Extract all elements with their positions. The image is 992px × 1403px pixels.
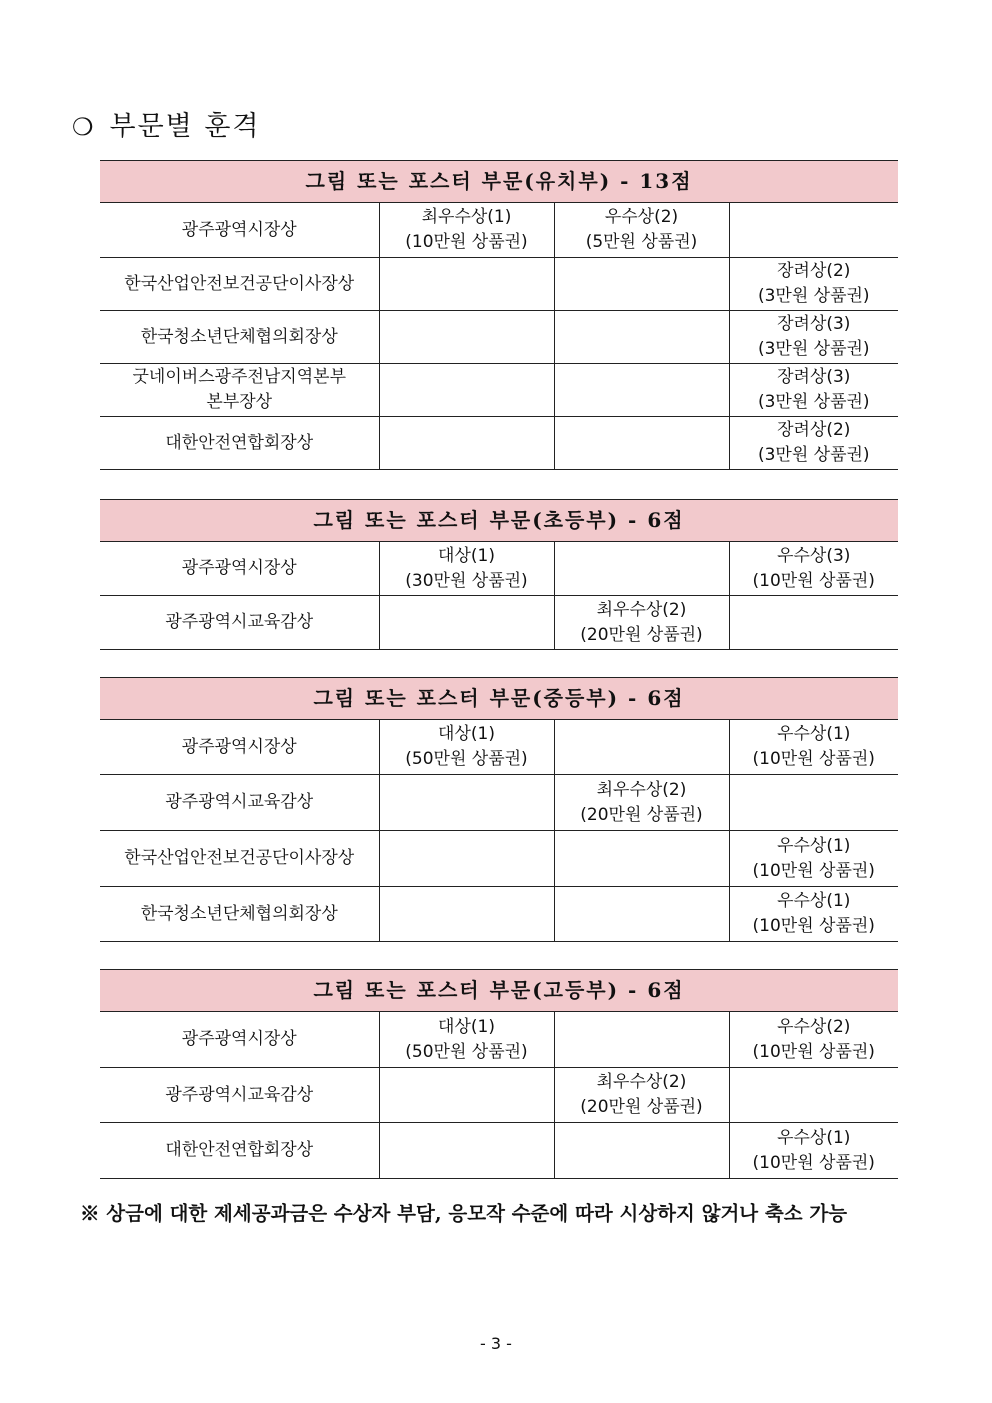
award-organization-cell bbox=[100, 1012, 379, 1068]
award-prize-cell bbox=[554, 364, 729, 417]
award-prize-cell bbox=[554, 311, 729, 364]
award-table bbox=[100, 160, 898, 470]
award-table bbox=[100, 677, 898, 942]
prize-text: 대상(1) bbox=[438, 1016, 495, 1037]
table-row bbox=[100, 887, 898, 942]
organization-name: 광주광역시장상 bbox=[181, 219, 297, 240]
table-row bbox=[100, 596, 898, 650]
award-prize-cell bbox=[554, 720, 729, 775]
prize-text: 우수상(1) bbox=[777, 835, 851, 856]
prize-text: 장려상(3) bbox=[777, 314, 851, 334]
award-prize-cell bbox=[379, 720, 554, 775]
award-prize-cell bbox=[379, 417, 554, 470]
award-organization-cell bbox=[100, 417, 379, 470]
award-prize-cell bbox=[729, 720, 898, 775]
table-title: 그림 또는 포스터 부문(중등부) - 6점 bbox=[100, 678, 898, 720]
prize-text: (20만원 상품권) bbox=[580, 624, 703, 645]
award-prize-cell bbox=[554, 1012, 729, 1068]
award-organization-cell bbox=[100, 831, 379, 887]
table-title: 그림 또는 포스터 부문(유치부) - 13점 bbox=[100, 161, 898, 203]
page-number: - 3 - bbox=[480, 1334, 512, 1353]
prize-text: 최우수상(2) bbox=[596, 779, 687, 800]
award-prize-cell bbox=[554, 775, 729, 831]
prize-text: (30만원 상품권) bbox=[405, 570, 528, 591]
award-prize-cell bbox=[729, 1068, 898, 1123]
award-prize-cell bbox=[729, 887, 898, 942]
section-title: 부문별 훈격 bbox=[109, 111, 261, 142]
award-prize-cell bbox=[554, 1123, 729, 1179]
award-prize-cell bbox=[729, 1123, 898, 1179]
prize-text: 장려상(2) bbox=[777, 261, 851, 281]
prize-text: (10만원 상품권) bbox=[752, 860, 875, 881]
prize-text: (50만원 상품권) bbox=[405, 1041, 528, 1062]
award-prize-cell bbox=[554, 596, 729, 650]
award-prize-cell bbox=[554, 887, 729, 942]
prize-text: 우수상(1) bbox=[777, 1127, 851, 1148]
prize-text: 우수상(1) bbox=[777, 724, 851, 744]
prize-text: 대상(1) bbox=[438, 724, 495, 744]
award-prize-cell bbox=[379, 1068, 554, 1123]
prize-text: (50만원 상품권) bbox=[405, 749, 528, 769]
table-row bbox=[100, 542, 898, 596]
organization-name: 광주광역시교육감상 bbox=[165, 1084, 314, 1105]
organization-name: 한국산업안전보건공단이사장상 bbox=[124, 848, 355, 868]
prize-text: (20만원 상품권) bbox=[580, 804, 703, 825]
prize-text: 최우수상(2) bbox=[596, 1072, 687, 1092]
table-row bbox=[100, 311, 898, 364]
award-prize-cell bbox=[729, 203, 898, 258]
organization-name: 광주광역시교육감상 bbox=[165, 792, 314, 812]
award-organization-cell bbox=[100, 1123, 379, 1179]
award-prize-cell bbox=[379, 596, 554, 650]
award-organization-cell bbox=[100, 596, 379, 650]
table-row bbox=[100, 720, 898, 775]
circle-bullet-icon: ❍ bbox=[72, 113, 96, 141]
award-table bbox=[100, 969, 898, 1179]
award-prize-cell bbox=[729, 417, 898, 470]
prize-text: (10만원 상품권) bbox=[752, 1041, 875, 1062]
prize-text: 대상(1) bbox=[438, 545, 495, 566]
table-row bbox=[100, 1068, 898, 1123]
award-organization-cell bbox=[100, 364, 379, 417]
award-prize-cell bbox=[729, 596, 898, 650]
award-prize-cell bbox=[554, 258, 729, 311]
prize-text: (10만원 상품권) bbox=[752, 570, 875, 591]
organization-name: 한국청소년단체협의회장상 bbox=[140, 326, 338, 347]
award-organization-cell bbox=[100, 258, 379, 311]
award-prize-cell bbox=[379, 1123, 554, 1179]
organization-name: 한국산업안전보건공단이사장상 bbox=[124, 273, 355, 294]
prize-text: (10만원 상품권) bbox=[752, 749, 875, 769]
prize-text: 우수상(2) bbox=[604, 207, 679, 227]
prize-text: 우수상(3) bbox=[777, 545, 851, 566]
organization-name: 광주광역시장상 bbox=[181, 736, 297, 757]
prize-text: (10만원 상품권) bbox=[752, 916, 875, 936]
award-prize-cell bbox=[379, 542, 554, 596]
table-row bbox=[100, 1123, 898, 1179]
award-prize-cell bbox=[379, 775, 554, 831]
prize-text: (10만원 상품권) bbox=[405, 232, 528, 252]
award-organization-cell bbox=[100, 203, 379, 258]
award-prize-cell bbox=[379, 364, 554, 417]
prize-text: 장려상(2) bbox=[777, 420, 851, 440]
table-title: 그림 또는 포스터 부문(고등부) - 6점 bbox=[100, 970, 898, 1012]
organization-name: 굿네이버스광주전남지역본부 bbox=[132, 367, 346, 387]
footnote: ※ 상금에 대한 제세공과금은 수상자 부담, 응모작 수준에 따라 시상하지 않거나 축소 가능 bbox=[80, 1202, 848, 1225]
organization-name: 광주광역시장상 bbox=[181, 558, 297, 578]
prize-text: 장려상(3) bbox=[777, 367, 851, 387]
table-row bbox=[100, 1012, 898, 1068]
prize-text: (10만원 상품권) bbox=[752, 1152, 875, 1173]
organization-name: 광주광역시장상 bbox=[181, 1029, 297, 1049]
table-row bbox=[100, 831, 898, 887]
award-organization-cell bbox=[100, 311, 379, 364]
table-row bbox=[100, 203, 898, 258]
award-prize-cell bbox=[729, 364, 898, 417]
award-prize-cell bbox=[379, 311, 554, 364]
award-organization-cell bbox=[100, 720, 379, 775]
award-prize-cell bbox=[379, 258, 554, 311]
award-prize-cell bbox=[554, 831, 729, 887]
organization-name: 본부장상 bbox=[206, 392, 273, 412]
award-organization-cell bbox=[100, 775, 379, 831]
prize-text: (20만원 상품권) bbox=[580, 1097, 703, 1117]
award-prize-cell bbox=[729, 775, 898, 831]
award-prize-cell bbox=[379, 831, 554, 887]
table-row bbox=[100, 364, 898, 417]
prize-text: 최우수상(1) bbox=[421, 207, 512, 227]
table-row bbox=[100, 775, 898, 831]
organization-name: 대한안전연합회장상 bbox=[165, 432, 314, 453]
award-prize-cell bbox=[554, 203, 729, 258]
organization-name: 광주광역시교육감상 bbox=[165, 612, 314, 632]
award-organization-cell bbox=[100, 887, 379, 942]
award-prize-cell bbox=[554, 542, 729, 596]
section-heading bbox=[72, 104, 261, 143]
prize-text: (3만원 상품권) bbox=[757, 392, 870, 412]
award-prize-cell bbox=[729, 1012, 898, 1068]
award-prize-cell bbox=[554, 417, 729, 470]
prize-text: 최우수상(2) bbox=[596, 599, 687, 620]
organization-name: 한국청소년단체협의회장상 bbox=[140, 903, 338, 924]
award-organization-cell bbox=[100, 1068, 379, 1123]
award-prize-cell bbox=[729, 831, 898, 887]
award-prize-cell bbox=[729, 542, 898, 596]
award-prize-cell bbox=[554, 1068, 729, 1123]
award-prize-cell bbox=[729, 258, 898, 311]
award-prize-cell bbox=[379, 1012, 554, 1068]
award-prize-cell bbox=[379, 203, 554, 258]
organization-name: 대한안전연합회장상 bbox=[165, 1140, 314, 1160]
table-row bbox=[100, 417, 898, 470]
prize-text: 우수상(1) bbox=[777, 891, 851, 911]
prize-text: (5만원 상품권) bbox=[585, 232, 698, 252]
table-row bbox=[100, 258, 898, 311]
prize-text: (3만원 상품권) bbox=[757, 339, 870, 359]
award-prize-cell bbox=[729, 311, 898, 364]
prize-text: (3만원 상품권) bbox=[757, 286, 870, 306]
award-organization-cell bbox=[100, 542, 379, 596]
prize-text: (3만원 상품권) bbox=[757, 445, 870, 465]
prize-text: 우수상(2) bbox=[777, 1016, 851, 1037]
award-prize-cell bbox=[379, 887, 554, 942]
award-table bbox=[100, 499, 898, 650]
table-title: 그림 또는 포스터 부문(초등부) - 6점 bbox=[100, 500, 898, 542]
